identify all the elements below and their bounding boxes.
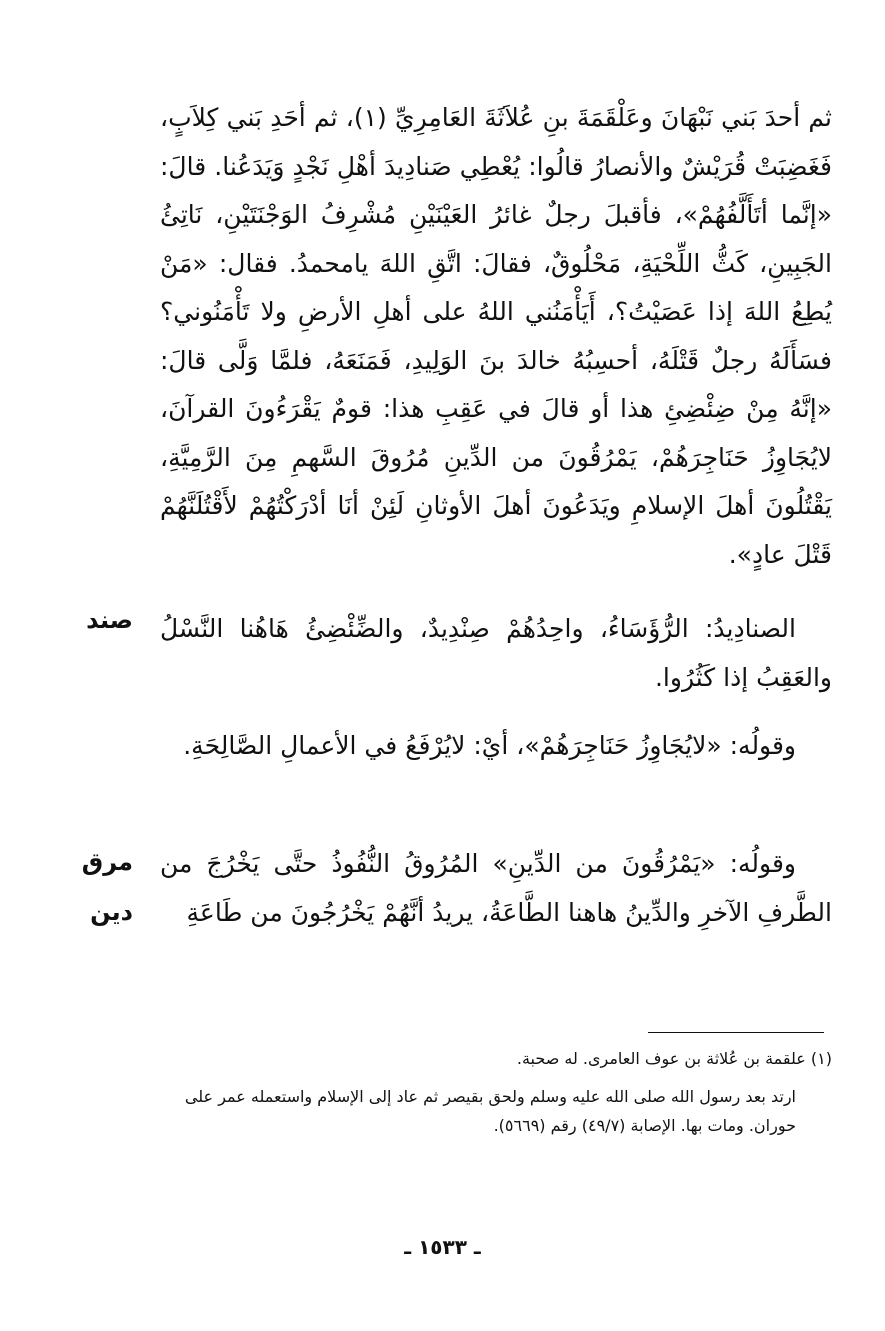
body-paragraph-muruq: وقولُه: «يَمْرُقُونَ من الدِّينِ» المُرُوقُ النُّفُوذُ حتَّى يَخْرُجَ من الطَّرفِ الآخرِ والدِّينُ هاهنا الطَّاعَةُ، يريدُ أنَّهُمْ يَخْرُجُونَ من طَاعَةِ: [160, 849, 832, 927]
body-paragraph-sanadid: الصنادِيدُ: الرُّؤَسَاءُ، واحِدُهُمْ صِنْدِيدٌ، والضِّئْضِئُ هَاهُنا النَّسْلُ والعَقِبُ إذا كَثُرُوا.: [160, 614, 832, 692]
margin-keyword-sanad: صند: [86, 606, 133, 634]
footnote-divider: [648, 1032, 824, 1033]
margin-keyword-din: دين: [90, 898, 133, 926]
body-paragraph-hanajir: وقولُه: «لايُجَاوِزُ حَنَاجِرَهُمْ»، أيْ: لايُرْفَعُ في الأعمالِ الصَّالِحَةِ.: [183, 731, 796, 760]
footnote-1-continued: ارتد بعد رسول الله صلى الله عليه وسلم ولحق بقيصر ثم عاد إلى الإسلام واستعمله عمر على حوران. ومات بها. الإصابة (٤٩/٧) رقم (٥٦٦٩).: [184, 1087, 796, 1135]
margin-keyword-maraqa: مرق: [81, 848, 133, 876]
page-number: ـ ١٥٣٣ ـ: [404, 1235, 481, 1259]
footnote-1: (١) علقمة بن عُلاثة بن عوف العامرى. له صحبة.: [516, 1049, 832, 1068]
body-paragraph-hadith: ثم أحدَ بَني نَبْهَانَ وعَلْقَمَةَ بنِ عُلاَثَةَ العَامِرِيِّ (١)، ثم أحَدِ بَني كِلاَبٍ، فَغَضِبَتْ قُرَيْشٌ والأنصارُ قالُوا: يُعْطِي صَنادِيدَ أهْلِ نَجْدٍ وَيَدَعُنا. قالَ: «إنَّما أتَأَلَّفُهُمْ»، فأقبلَ رجلٌ غائرُ العَيْنَيْنِ مُشْرِفُ الوَجْنَتَيْنِ، نَاتِئُ الجَبِينِ، كَثُّ اللِّحْيَةِ، مَحْلُوقٌ، فقالَ: اتَّقِ اللهَ يامحمدُ. فقال: «مَنْ يُطِعُ اللهَ إذا عَصَيْتُ؟، أَيَأْمَنُني اللهُ على أهلِ الأرضِ ولا تَأْمَنُوني؟ فسَأَلَهُ رجلٌ قَتْلَهُ، أحسِبُهُ خالدَ بنَ الوَلِيدِ، فَمَنَعَهُ، فلمَّا وَلَّى قالَ: «إنَّهُ مِنْ ضِئْضِئِ هذا أو قالَ في عَقِبِ هذا: قومٌ يَقْرَءُونَ القرآنَ، لايُجَاوِزُ حَنَاجِرَهُمْ، يَمْرُقُونَ من الدِّينِ مُرُوقَ السَّهمِ مِنَ الرَّمِيَّةِ، يَقْتُلُونَ أهلَ الإسلامِ ويَدَعُونَ أهلَ الأوثانِ لَئِنْ أنَا أدْرَكْتُهُمْ لأَقْتُلَنَّهُمْ قَتْلَ عادٍ».: [160, 103, 832, 569]
